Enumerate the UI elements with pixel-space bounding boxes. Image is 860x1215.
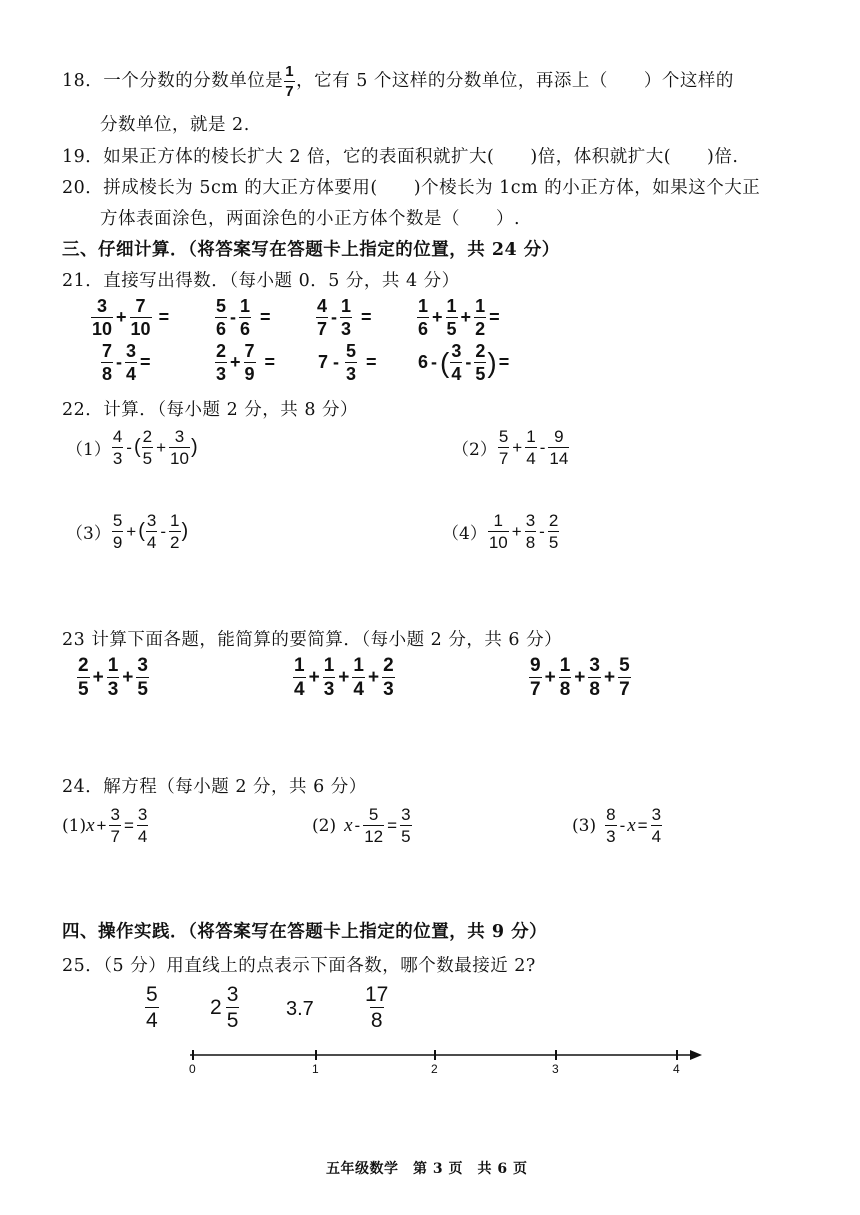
op: = <box>637 815 648 835</box>
tick-label-4: 4 <box>673 1062 680 1076</box>
den: 4 <box>126 364 137 384</box>
section-4-heading: 四、操作实践．（将答案写在答题卡上指定的位置，共 9 分） <box>62 922 548 942</box>
op: + <box>230 352 241 372</box>
page-footer: 五年级数学 第 3 页 共 6 页 <box>326 1161 528 1177</box>
den: 10 <box>92 319 113 339</box>
den: 4 <box>651 827 662 846</box>
mixed-whole: 2 <box>210 995 222 1019</box>
den: 4 <box>137 827 148 846</box>
den: 4 <box>353 679 364 700</box>
num: 1 <box>294 655 305 676</box>
num: 5 <box>346 341 357 361</box>
right-paren: ) <box>190 436 198 458</box>
den: 9 <box>112 533 123 552</box>
den: 4 <box>294 679 305 700</box>
q25-value-3: 3.7 <box>286 998 314 1020</box>
den: 4 <box>451 364 462 384</box>
den: 3 <box>606 827 616 846</box>
num: 9 <box>554 427 564 446</box>
num: 3 <box>126 341 137 361</box>
den: 2 <box>475 319 486 339</box>
num: 5 <box>216 296 227 316</box>
op: = <box>489 307 500 327</box>
num: 5 <box>368 805 379 824</box>
item-label: (1) <box>62 815 87 836</box>
q18-text-part2: ，它有 5 个这样的分数单位，再添上（ ）个这样的 <box>296 71 734 91</box>
den: 8 <box>589 679 600 700</box>
q18-number: 18． <box>62 71 104 91</box>
q21-title: 21．直接写出得数．（每小题 0．5 分，共 4 分） <box>62 271 460 291</box>
num: 5 <box>498 427 509 446</box>
op: = <box>498 352 510 372</box>
den: 5 <box>137 679 148 700</box>
op: - <box>539 521 545 541</box>
den: 6 <box>216 319 227 339</box>
den: 5 <box>78 679 89 700</box>
op: + <box>116 307 127 327</box>
op: + <box>338 666 350 688</box>
den: 5 <box>226 1009 239 1032</box>
op: = <box>361 307 372 327</box>
den: 3 <box>383 679 394 700</box>
den: 7 <box>619 679 630 700</box>
op: = <box>387 815 398 835</box>
num: 1 <box>559 655 571 676</box>
den: 4 <box>146 1009 158 1032</box>
op: = <box>158 307 170 327</box>
num: 3 <box>525 511 536 530</box>
num: 2 <box>475 341 486 361</box>
num: 1 <box>446 296 457 316</box>
op: = <box>140 352 151 372</box>
variable-x: x <box>344 814 353 836</box>
op: = <box>123 815 134 835</box>
num: 3 <box>174 427 185 446</box>
section-3-heading: 三、仔细计算．（将答案写在答题卡上指定的位置，共 24 分） <box>62 240 560 260</box>
den: 3 <box>346 364 357 384</box>
den: 8 <box>525 533 536 552</box>
op: - <box>160 521 167 541</box>
op: = <box>260 307 271 327</box>
den: 3 <box>107 679 119 700</box>
num: 3 <box>97 296 108 316</box>
num: 2 <box>216 341 227 361</box>
den: 10 <box>170 449 189 468</box>
op: + <box>432 307 443 327</box>
tick-4 <box>676 1050 678 1060</box>
op: - <box>126 437 132 457</box>
num: 8 <box>606 805 616 824</box>
q25-title: 25．（5 分）用直线上的点表示下面各数，哪个数最接近 2? <box>62 956 536 976</box>
num: 7 <box>244 341 255 361</box>
den: 7 <box>530 679 541 700</box>
op: + <box>92 666 104 688</box>
den: 9 <box>244 364 255 384</box>
den: 8 <box>559 679 571 700</box>
left-paren: ( <box>133 436 141 458</box>
den: 14 <box>549 449 569 468</box>
q20-text: 拼成棱长为 5cm 的大正方体要用( )个棱长为 1cm 的小正方体，如果这个大正 <box>103 178 761 198</box>
num: 3 <box>110 805 120 824</box>
num: 5 <box>619 655 630 676</box>
den: 5 <box>142 449 153 468</box>
den: 5 <box>446 319 457 339</box>
op: + <box>460 307 472 327</box>
q18-frac-num: 1 <box>285 63 295 80</box>
q18-frac-den: 7 <box>285 83 295 100</box>
num: 1 <box>475 296 486 316</box>
den: 8 <box>370 1009 383 1032</box>
item-label: （2） <box>452 440 497 460</box>
num: 1 <box>526 427 536 446</box>
q18-line2: 分数单位，就是 2. <box>100 115 250 135</box>
variable-x: x <box>86 814 95 836</box>
num: 2 <box>548 511 559 530</box>
tick-label-1: 1 <box>312 1062 319 1076</box>
num: 3 <box>651 805 662 824</box>
tick-label-3: 3 <box>552 1062 559 1076</box>
den: 10 <box>130 319 151 339</box>
op: = <box>366 352 377 372</box>
num: 2 <box>78 655 89 676</box>
num: 1 <box>493 511 504 530</box>
den: 3 <box>323 679 335 700</box>
num: 7 <box>102 341 113 361</box>
q20-number: 20． <box>62 178 104 198</box>
op: + <box>512 437 523 457</box>
op: - <box>465 352 472 372</box>
op: - <box>116 352 123 372</box>
den: 3 <box>341 319 352 339</box>
num: 1 <box>240 296 251 316</box>
number-line-arrow <box>690 1050 702 1060</box>
num: 5 <box>146 983 158 1006</box>
num: 3 <box>146 511 157 530</box>
den: 7 <box>317 319 328 339</box>
num: 2 <box>142 427 153 446</box>
item-label: （3） <box>66 524 111 544</box>
den: 2 <box>170 533 180 552</box>
q20-line2: 方体表面涂色，两面涂色的小正方体个数是（ ）. <box>100 209 521 229</box>
op: + <box>308 666 320 688</box>
item-label: (3) <box>572 815 597 836</box>
tick-2 <box>434 1050 436 1060</box>
num: 3 <box>137 805 148 824</box>
op: - <box>619 815 626 835</box>
den: 10 <box>488 533 508 552</box>
op: + <box>574 666 586 688</box>
num: 5 <box>112 511 123 530</box>
num: 3 <box>226 983 239 1006</box>
right-paren: ) <box>181 520 189 542</box>
op: - <box>331 307 338 327</box>
q19-text: 如果正方体的棱长扩大 2 倍，它的表面积就扩大( )倍，体积就扩大( )倍. <box>103 147 739 167</box>
den: 3 <box>216 364 227 384</box>
den: 6 <box>240 319 251 339</box>
den: 5 <box>401 827 411 846</box>
num: 17 <box>365 983 389 1006</box>
num: 4 <box>112 427 123 446</box>
op: - <box>539 437 546 457</box>
den: 4 <box>146 533 157 552</box>
op: + <box>126 521 137 541</box>
num: 7 <box>135 296 146 316</box>
right-paren: ) <box>487 346 497 378</box>
item-label: （4） <box>442 524 487 544</box>
item-label: (2) <box>312 815 337 836</box>
num: 3 <box>137 655 148 676</box>
q24-title: 24．解方程（每小题 2 分，共 6 分） <box>62 777 367 797</box>
variable-x: x <box>627 814 636 836</box>
left-paren: ( <box>138 520 145 542</box>
op: + <box>544 666 556 688</box>
left-paren: ( <box>440 346 450 378</box>
den: 6 <box>418 319 429 339</box>
num: 1 <box>107 655 119 676</box>
op: + <box>156 437 167 457</box>
num: 3 <box>589 655 600 676</box>
q19-number: 19． <box>62 147 104 167</box>
num: 1 <box>170 511 180 530</box>
op: - <box>354 815 361 835</box>
q18-text-part1: 一个分数的分数单位是 <box>103 71 284 91</box>
den: 8 <box>102 364 113 384</box>
op: + <box>122 666 134 688</box>
num: 3 <box>451 341 462 361</box>
num: 1 <box>323 655 335 676</box>
den: 5 <box>475 364 486 384</box>
q22-title: 22．计算．（每小题 2 分，共 8 分） <box>62 400 359 420</box>
tick-label-2: 2 <box>431 1062 438 1076</box>
whole-number: 7 <box>318 352 329 372</box>
num: 2 <box>383 655 394 676</box>
op: - <box>431 352 438 372</box>
tick-0 <box>192 1050 194 1060</box>
den: 7 <box>498 449 509 468</box>
num: 4 <box>317 296 328 316</box>
tick-3 <box>555 1050 557 1060</box>
num: 1 <box>353 655 364 676</box>
den: 12 <box>364 827 384 846</box>
den: 4 <box>526 449 536 468</box>
op: = <box>264 352 276 372</box>
tick-label-0: 0 <box>189 1062 196 1076</box>
num: 1 <box>418 296 429 316</box>
num: 9 <box>530 655 541 676</box>
num: 1 <box>341 296 352 316</box>
tick-1 <box>315 1050 317 1060</box>
whole-number: 6 <box>418 352 429 372</box>
op: - <box>333 352 340 372</box>
num: 3 <box>401 805 411 824</box>
den: 3 <box>112 449 123 468</box>
op: - <box>230 307 237 327</box>
op: + <box>96 815 107 835</box>
den: 7 <box>110 827 120 846</box>
op: + <box>511 521 522 541</box>
op: + <box>603 666 616 688</box>
op: + <box>367 666 380 688</box>
q23-title: 23 计算下面各题，能简算的要简算．（每小题 2 分，共 6 分） <box>62 630 563 650</box>
item-label: （1） <box>66 440 111 460</box>
den: 5 <box>548 533 559 552</box>
